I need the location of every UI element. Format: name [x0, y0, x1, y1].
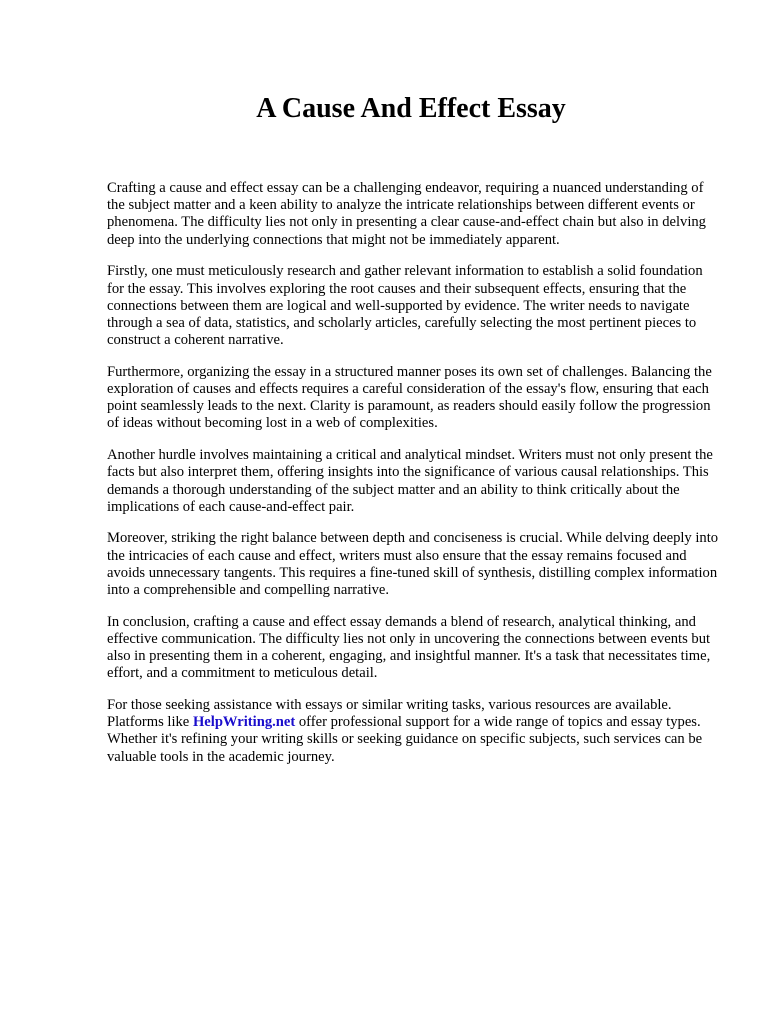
paragraph-analysis: Another hurdle involves maintaining a critical and analytical mindset. Writers must not only present the facts but also interpret them, offering insights into the significance of various causal relationships. This demands a thorough understanding of the subject matter and an ability to think critically about the implications of each cause-and-effect pair. — [107, 447, 713, 515]
closing-text-after-link: offer professional support for a wide range of topics and essay types. Whether it's refining your writing skills or seeking guidance on specific subjects, such services can be valuable tools in the academic journey. — [107, 714, 703, 765]
paragraph-balance: Moreover, striking the right balance between depth and conciseness is crucial. While delving deeply into the intricacies of each cause and effect, writers must also ensure that the essay remains focused and avoids unnecessary tangents. This requires a fine-tuned skill of synthesis, distilling complex information into a comprehensible and compelling narrative. — [107, 530, 719, 599]
essay-body — [107, 180, 719, 780]
closing-text-before-link: For those seeking assistance with essays or similar writing tasks, various resources are available. Platforms like — [107, 697, 672, 731]
paragraph-research: Firstly, one must meticulously research and gather relevant information to establish a solid foundation for the essay. This involves exploring the root causes and their subsequent effects, ensuring that the connections between them are logical and well-supported by evidence. The writer needs to navigate through a sea of data, statistics, and scholarly articles, carefully selecting the most pertinent pieces to construct a coherent narrative. — [107, 263, 703, 349]
paragraph-intro: Crafting a cause and effect essay can be a challenging endeavor, requiring a nuanced understanding of the subject matter and a keen ability to analyze the intricate relationships between different events or phenomena. The difficulty lies not only in presenting a clear cause-and-effect chain but also in delving deep into the underlying connections that might not be immediately apparent. — [107, 180, 706, 248]
paragraph-closing — [107, 697, 719, 766]
paragraph-organization: Furthermore, organizing the essay in a structured manner poses its own set of challenges. Balancing the exploration of causes and effects requires a careful consideration of the essay's flow, ensuring that each point seamlessly leads to the next. Clarity is paramount, as readers should easily follow the progression of ideas without becoming lost in a web of complexities. — [107, 363, 712, 432]
paragraph-conclusion: In conclusion, crafting a cause and effect essay demands a blend of research, analytical thinking, and effective communication. The difficulty lies not only in uncovering the connections between events but also in presenting them in a coherent, engaging, and insightful manner. It's a task that necessitates time, effort, and a commitment to meticulous detail. — [107, 613, 711, 682]
helpwriting-link[interactable]: HelpWriting.net — [192, 714, 296, 731]
page-title: A Cause And Effect Essay — [256, 93, 566, 124]
